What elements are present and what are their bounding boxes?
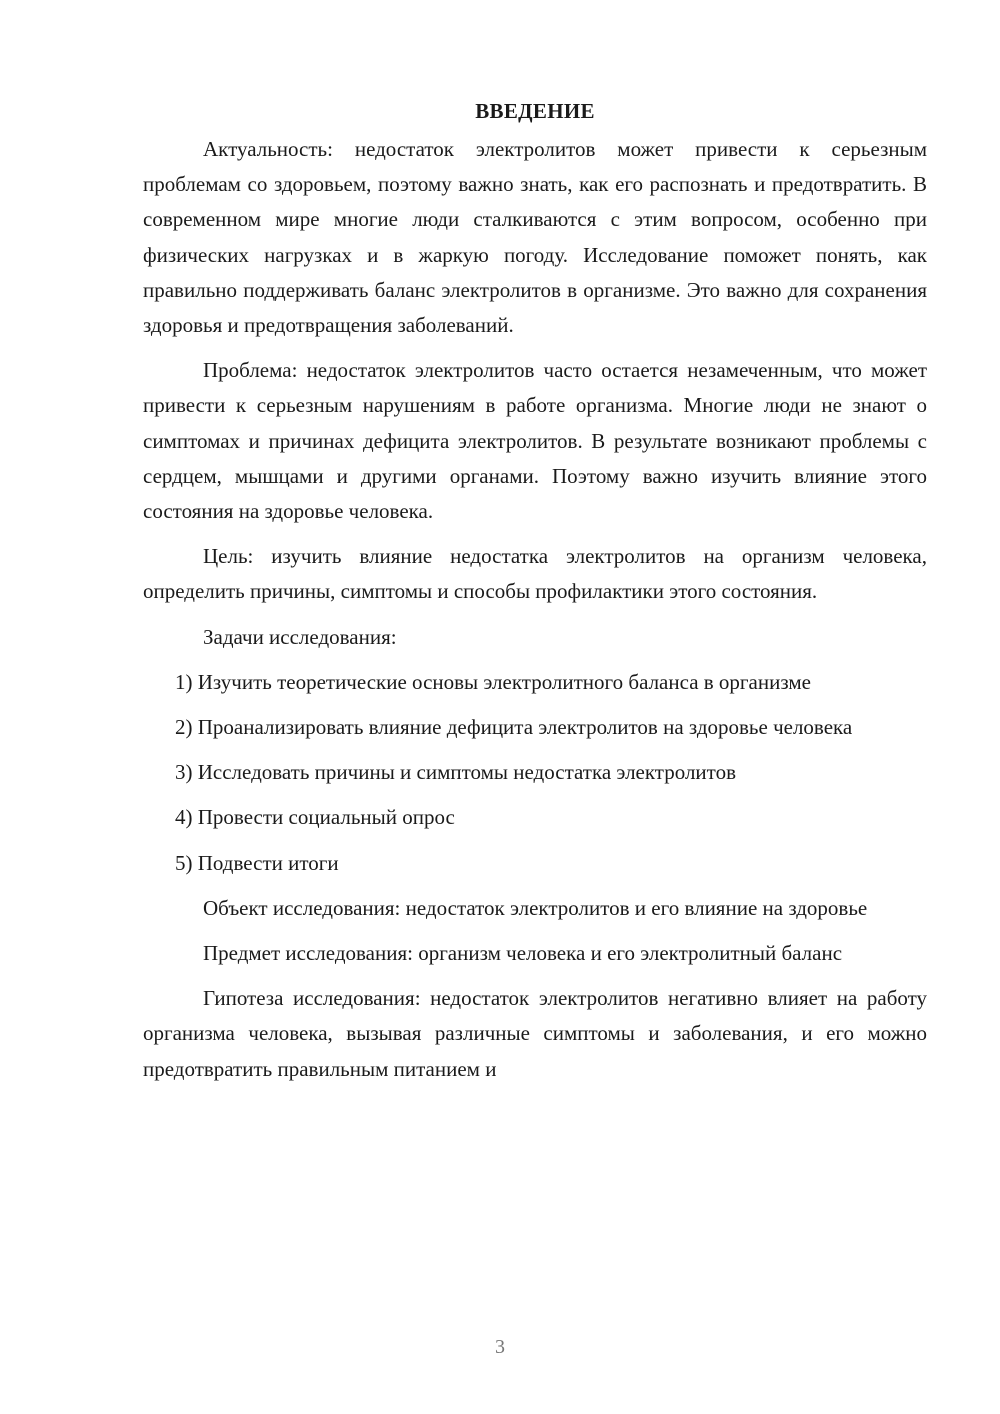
task-item-1: 1) Изучить теоретические основы электролитного баланса в организме	[175, 669, 811, 694]
subject-paragraph: Предмет исследования: организм человека и его электролитный баланс	[203, 941, 843, 966]
relevance-paragraph: Актуальность: недостаток электролитов может привести к серьезным проблемам со здоровьем, поэтому важно знать, как его распознать и предотвратить. В современном мире многие люди сталкиваются с этим вопросом, особенно при физических нагрузках и в жаркую погоду. Исследование поможет понять, как правильно поддерживать баланс электролитов в организме. Это важно для сохранения здоровья и предотвращения заболеваний.	[143, 137, 927, 338]
page-content	[143, 96, 927, 1097]
task-item-2: 2) Проанализировать влияние дефицита электролитов на здоровье человека	[175, 715, 853, 740]
tasks-title: Задачи исследования:	[203, 624, 397, 649]
object-paragraph: Объект исследования: недостаток электролитов и его влияние на здоровье	[203, 895, 868, 920]
goal-paragraph: Цель: изучить влияние недостатка электролитов на организм человека, определить причины, симптомы и способы профилактики этого состояния.	[143, 544, 927, 604]
problem-paragraph: Проблема: недостаток электролитов часто остается незамеченным, что может привести к серьезным нарушениям в работе организма. Многие люди не знают о симптомах и причинах дефицита электролитов. В результате возникают проблемы с сердцем, мышцами и другими органами. Поэтому важно изучить влияние этого состояния на здоровье человека.	[143, 358, 927, 524]
task-item-5: 5) Подвести итоги	[175, 850, 339, 875]
task-item-3: 3) Исследовать причины и симптомы недостатка электролитов	[175, 760, 736, 785]
section-heading: ВВЕДЕНИЕ	[475, 99, 595, 123]
hypothesis-paragraph: Гипотеза исследования: недостаток электролитов негативно влияет на работу организма человека, вызывая различные симптомы и заболевания, и его можно предотвратить правильным питанием и	[143, 986, 927, 1081]
task-item-4: 4) Провести социальный опрос	[175, 805, 455, 830]
page-number: 3	[495, 1336, 505, 1358]
